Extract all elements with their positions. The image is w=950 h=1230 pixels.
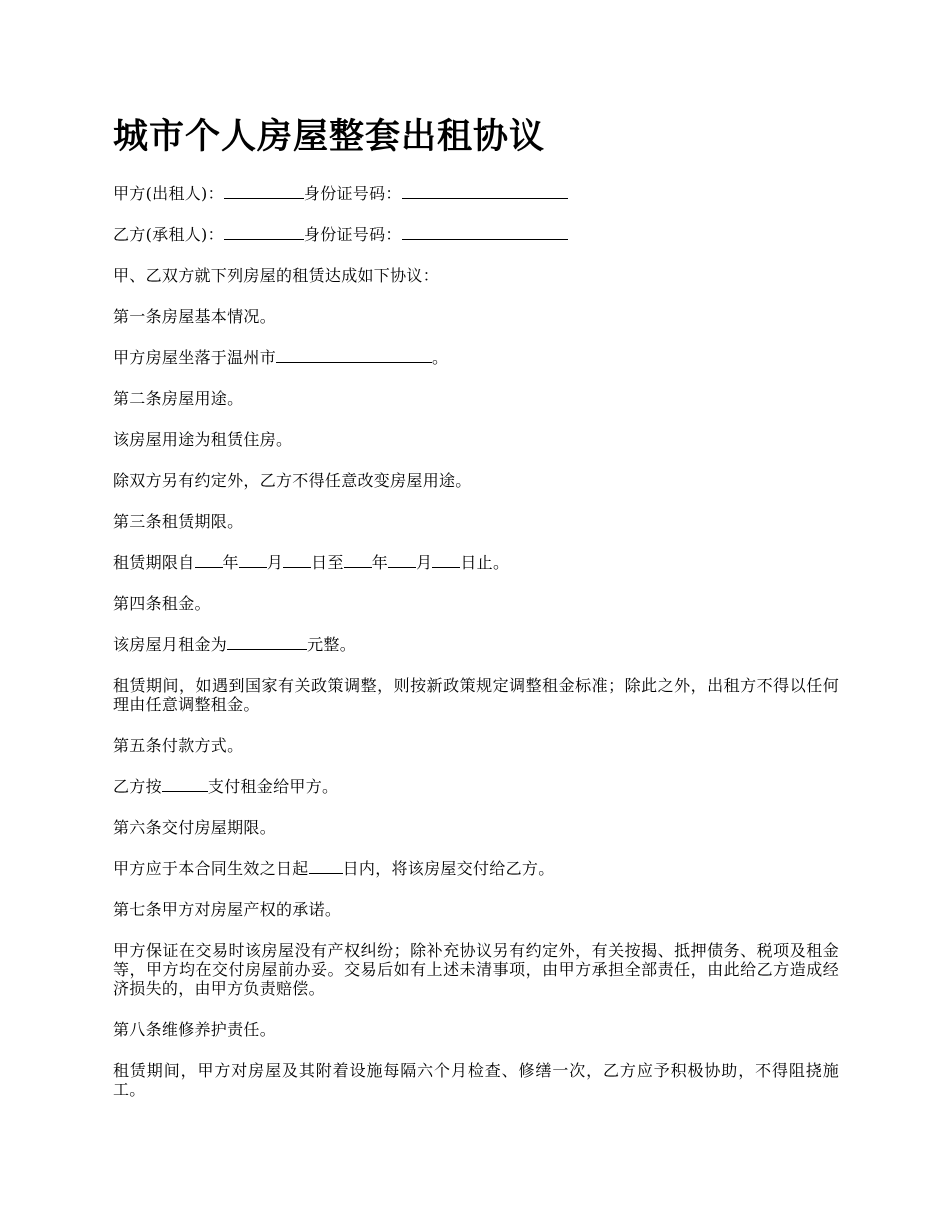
party-a-id-label: 身份证号码：	[303, 184, 402, 203]
delivery-days-blank	[309, 859, 343, 874]
rent-label: 该房屋月租金为	[113, 635, 228, 654]
party-b-name-blank	[224, 225, 304, 240]
article-8-text: 租赁期间，甲方对房屋及其附着设施每隔六个月检查、修缮一次，乙方应予积极协助，不得阻挠施工。	[113, 1061, 839, 1099]
article-1-text-post: 。	[432, 348, 449, 367]
start-month-label: 月	[266, 553, 284, 572]
article-5-title: 第五条付款方式。	[113, 736, 244, 755]
delivery-label-post: 日内，将该房屋交付给乙方。	[342, 859, 555, 878]
article-4-text-1	[113, 635, 839, 654]
rent-amount-blank	[227, 635, 307, 650]
article-1-text-pre: 甲方房屋坐落于温州市	[113, 348, 277, 367]
article-2-text-1: 该房屋用途为租赁住房。	[113, 430, 293, 449]
article-4-text-2: 租赁期间，如遇到国家有关政策调整，则按新政策规定调整租金标准；除此之外，出租方不得以任何理由任意调整租金。	[113, 676, 839, 714]
end-month-blank	[388, 553, 416, 568]
payment-method-blank	[162, 777, 208, 792]
party-b-id-blank	[402, 225, 568, 240]
end-year-label: 年	[371, 553, 389, 572]
payment-label-pre: 乙方按	[113, 777, 162, 796]
article-2-title: 第二条房屋用途。	[113, 389, 244, 408]
party-a-id-blank	[402, 184, 568, 199]
article-7-title: 第七条甲方对房屋产权的承诺。	[113, 900, 342, 919]
end-month-label: 月	[416, 553, 433, 572]
end-day-label: 日止。	[460, 553, 510, 572]
party-b-role: 乙方(承租人)：	[113, 225, 224, 244]
start-day-label: 日至	[311, 553, 344, 572]
party-a-role: 甲方(出租人)：	[113, 184, 224, 203]
article-1-title: 第一条房屋基本情况。	[113, 307, 277, 326]
intro-paragraph: 甲、乙双方就下列房屋的租赁达成如下协议：	[113, 266, 440, 285]
document-title: 城市个人房屋整套出租协议	[113, 117, 546, 157]
end-day-blank	[432, 553, 460, 568]
article-6-text	[113, 859, 839, 878]
start-year-label: 年	[222, 553, 239, 572]
article-2-text-2: 除双方另有约定外，乙方不得任意改变房屋用途。	[113, 471, 472, 490]
article-7-text: 甲方保证在交易时该房屋没有产权纠纷；除补充协议另有约定外，有关按揭、抵押债务、税项及租金等，甲方均在交付房屋前办妥。交易后如有上述未清事项，由甲方承担全部责任，由此给乙方造成经济损失的，由甲方负责赔偿。	[113, 941, 839, 998]
payment-label-post: 支付租金给甲方。	[207, 777, 339, 796]
start-day-blank	[283, 553, 311, 568]
article-3-text	[113, 553, 839, 572]
article-3-title: 第三条租赁期限。	[113, 512, 244, 531]
start-year-blank	[195, 553, 223, 568]
address-blank	[276, 348, 432, 363]
article-6-title: 第六条交付房屋期限。	[113, 818, 277, 837]
delivery-label-pre: 甲方应于本合同生效之日起	[113, 859, 309, 878]
party-a-name-blank	[224, 184, 304, 199]
party-a-line	[113, 184, 839, 203]
rent-unit: 元整。	[307, 635, 357, 654]
lease-from-label: 租赁期限自	[113, 553, 195, 572]
article-1-text	[113, 348, 839, 367]
start-month-blank	[239, 553, 267, 568]
article-5-text	[113, 777, 839, 796]
article-8-title: 第八条维修养护责任。	[113, 1020, 277, 1039]
party-b-id-label: 身份证号码：	[303, 225, 402, 244]
end-year-blank	[344, 553, 372, 568]
article-4-title: 第四条租金。	[113, 594, 211, 613]
document-page	[113, 112, 839, 1121]
party-b-line	[113, 225, 839, 244]
